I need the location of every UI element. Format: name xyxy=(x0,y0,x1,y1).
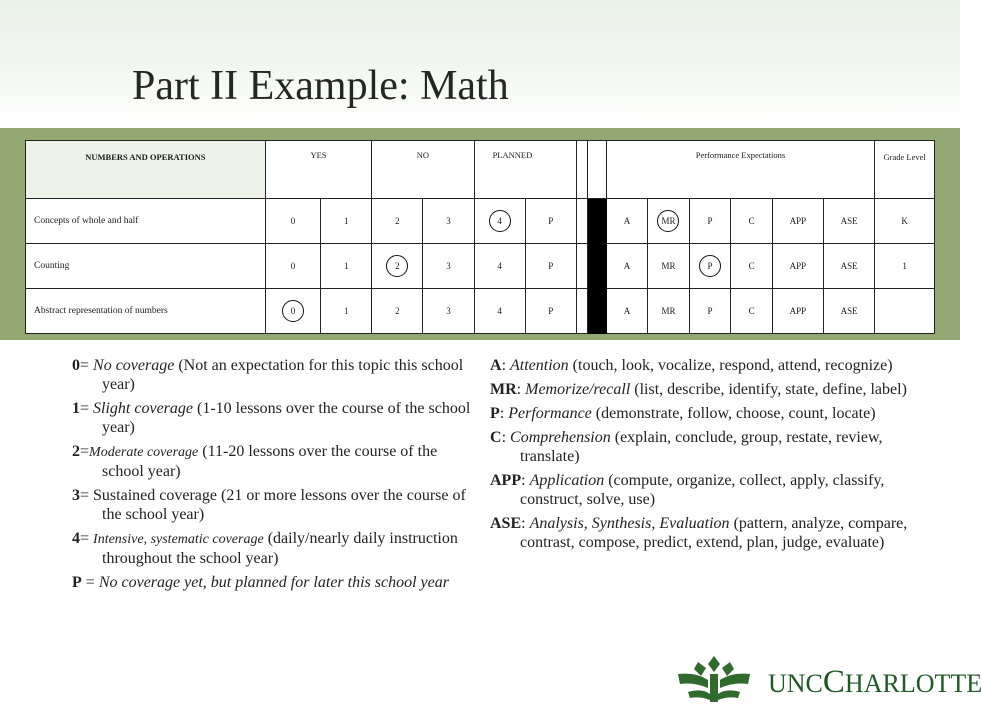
row-separator xyxy=(576,289,587,334)
legend-term: Attention xyxy=(510,357,569,374)
performance-option-a[interactable] xyxy=(606,199,648,244)
logo-harlotte: HARLOTTE xyxy=(844,669,982,698)
legend-item xyxy=(490,514,910,552)
coverage-option-P[interactable] xyxy=(525,199,576,244)
legend-description: (explain, conclude, group, restate, review, translate) xyxy=(520,429,883,465)
slide-title: Part II Example: Math xyxy=(132,63,509,109)
legend-term: Application xyxy=(529,472,605,489)
performance-option-p[interactable] xyxy=(689,244,731,289)
legend-term: Moderate coverage xyxy=(89,445,199,460)
performance-option-label: A xyxy=(623,306,631,316)
performance-option-ase[interactable] xyxy=(824,199,875,244)
performance-option-label: ASE xyxy=(840,216,858,226)
crown-emblem-icon xyxy=(668,654,760,704)
coverage-legend xyxy=(72,356,472,597)
performance-option-a[interactable] xyxy=(606,244,648,289)
legend-term: No coverage xyxy=(93,357,175,374)
row-separator xyxy=(576,199,587,244)
coverage-option-0[interactable] xyxy=(265,289,320,334)
legend-description: (1-10 lessons over the course of the school year) xyxy=(102,400,471,436)
performance-option-a[interactable] xyxy=(606,289,648,334)
coverage-option-4[interactable] xyxy=(474,199,525,244)
coverage-option-label: 0 xyxy=(290,261,296,271)
legend-separator: : xyxy=(521,515,530,532)
performance-option-label: P xyxy=(707,306,713,316)
legend-term: Intensive, systematic coverage xyxy=(93,532,264,547)
coverage-option-label: 3 xyxy=(446,306,451,316)
table-header-row xyxy=(26,141,935,199)
legend-separator: = xyxy=(80,487,94,504)
performance-option-label: P xyxy=(707,216,713,226)
legend-description: Sustained coverage (21 or more lessons over the course of the school year) xyxy=(93,487,466,523)
performance-legend xyxy=(490,356,910,557)
coverage-option-1[interactable] xyxy=(321,244,372,289)
coverage-option-label: 2 xyxy=(395,216,400,226)
coverage-option-0[interactable] xyxy=(265,244,320,289)
row-topic: Counting xyxy=(26,244,266,289)
performance-option-app[interactable] xyxy=(772,199,823,244)
legend-key: MR xyxy=(490,381,517,398)
table-row xyxy=(26,244,935,289)
coverage-option-label: P xyxy=(548,306,554,316)
divider-column xyxy=(587,199,606,244)
legend-description: (compute, organize, collect, apply, classify, construct, solve, use) xyxy=(520,472,885,508)
performance-option-c[interactable] xyxy=(731,244,773,289)
legend-term: No coverage yet, but planned for later this school year xyxy=(98,574,449,591)
legend-key: 4 xyxy=(72,530,80,547)
legend-key: P xyxy=(490,405,500,422)
coverage-option-P[interactable] xyxy=(525,289,576,334)
header-planned: PLANNED xyxy=(474,141,576,199)
legend-description: (pattern, analyze, compare, contrast, compose, predict, extend, plan, judge, evaluate) xyxy=(520,515,908,551)
performance-option-app[interactable] xyxy=(772,244,823,289)
legend-item xyxy=(490,428,910,466)
performance-option-label: APP xyxy=(789,216,807,226)
legend-key: 1 xyxy=(72,400,80,417)
legend-key: ASE xyxy=(490,515,522,532)
legend-description: (touch, look, vocalize, respond, attend, recognize) xyxy=(568,357,893,374)
header-no: NO xyxy=(372,141,474,199)
performance-option-label: A xyxy=(623,216,631,226)
coverage-option-3[interactable] xyxy=(423,244,474,289)
legend-separator: : xyxy=(516,381,526,398)
performance-option-label: APP xyxy=(789,261,807,271)
legend-item xyxy=(490,380,910,399)
coverage-option-P[interactable] xyxy=(525,244,576,289)
legend-key: 3 xyxy=(72,487,80,504)
table-row xyxy=(26,199,935,244)
performance-option-c[interactable] xyxy=(731,289,773,334)
legend-key: 2 xyxy=(72,443,80,460)
legend-description: (list, describe, identify, state, define, label) xyxy=(630,381,907,398)
performance-option-ase[interactable] xyxy=(824,244,875,289)
performance-option-mr[interactable] xyxy=(648,199,690,244)
coverage-option-label: P xyxy=(548,261,554,271)
legend-item xyxy=(72,486,472,524)
legend-separator: : xyxy=(501,429,511,446)
legend-key: C xyxy=(490,429,502,446)
legend-item xyxy=(72,442,472,481)
legend-description: (Not an expectation for this topic this school year) xyxy=(102,357,464,393)
logo-unc: UNC xyxy=(768,669,823,698)
legend-key: A xyxy=(490,357,502,374)
performance-option-label: ASE xyxy=(840,261,858,271)
coverage-option-label: 4 xyxy=(497,306,502,316)
row-grade xyxy=(875,289,935,334)
table-row xyxy=(26,289,935,334)
legend-separator: : xyxy=(501,357,511,374)
coverage-option-1[interactable] xyxy=(321,199,372,244)
performance-option-label: C xyxy=(748,306,755,316)
performance-option-c[interactable] xyxy=(731,199,773,244)
legend-item xyxy=(490,471,910,509)
performance-option-p[interactable] xyxy=(689,199,731,244)
legend-separator: = xyxy=(80,443,90,460)
legend-separator: = xyxy=(80,357,94,374)
header-grade: Grade Level xyxy=(875,141,935,199)
legend-description: (daily/nearly daily instruction throughout the school year) xyxy=(102,530,458,567)
performance-option-label: C xyxy=(748,216,755,226)
coverage-option-3[interactable] xyxy=(423,199,474,244)
performance-option-label: MR xyxy=(661,261,676,271)
legend-key: P xyxy=(72,574,82,591)
coverage-option-4[interactable] xyxy=(474,244,525,289)
legend-key: 0 xyxy=(72,357,80,374)
coverage-option-label: 1 xyxy=(343,306,349,316)
performance-option-label: P xyxy=(699,255,721,277)
legend-item xyxy=(72,573,472,592)
coverage-option-label: 4 xyxy=(497,261,502,271)
coverage-option-2[interactable] xyxy=(372,244,423,289)
header-separator xyxy=(576,141,587,199)
legend-term: Slight coverage xyxy=(93,400,193,417)
legend-term: Comprehension xyxy=(510,429,611,446)
legend-description: (11-20 lessons over the course of the school year) xyxy=(102,443,438,480)
header-topic: NUMBERS AND OPERATIONS xyxy=(26,141,266,199)
header-blank xyxy=(587,141,606,199)
coverage-option-2[interactable] xyxy=(372,289,423,334)
coverage-option-label: 2 xyxy=(395,306,400,316)
row-separator xyxy=(576,244,587,289)
legend-separator: = xyxy=(81,574,99,591)
legend-item xyxy=(490,404,910,423)
row-topic: Abstract representation of numbers xyxy=(26,289,266,334)
coverage-table xyxy=(25,140,935,334)
row-grade: K xyxy=(875,199,935,244)
performance-option-label: MR xyxy=(657,210,679,232)
coverage-option-3[interactable] xyxy=(423,289,474,334)
coverage-option-label: 0 xyxy=(290,216,296,226)
legend-term: Memorize/recall xyxy=(525,381,631,398)
divider-column xyxy=(587,289,606,334)
coverage-option-label: 4 xyxy=(489,210,511,232)
legend-item xyxy=(72,356,472,394)
coverage-option-label: 0 xyxy=(282,300,304,322)
legend-term: Analysis, Synthesis, Evaluation xyxy=(529,515,730,532)
performance-option-ase[interactable] xyxy=(824,289,875,334)
legend-item xyxy=(72,399,472,437)
row-topic: Concepts of whole and half xyxy=(26,199,266,244)
coverage-option-4[interactable] xyxy=(474,289,525,334)
legend-term: Performance xyxy=(508,405,592,422)
performance-option-label: C xyxy=(748,261,755,271)
legend-key: APP xyxy=(490,472,522,489)
legend-separator: : xyxy=(499,405,509,422)
performance-option-label: ASE xyxy=(840,306,858,316)
coverage-option-label: 3 xyxy=(446,216,451,226)
unc-charlotte-logo xyxy=(668,654,982,704)
coverage-option-label: P xyxy=(548,216,554,226)
performance-option-app[interactable] xyxy=(772,289,823,334)
row-grade: 1 xyxy=(875,244,935,289)
legend-description: (demonstrate, follow, choose, count, locate) xyxy=(591,405,876,422)
divider-column xyxy=(587,244,606,289)
performance-option-label: A xyxy=(623,261,631,271)
coverage-option-label: 1 xyxy=(343,216,349,226)
performance-option-mr[interactable] xyxy=(648,289,690,334)
coverage-option-1[interactable] xyxy=(321,289,372,334)
performance-option-mr[interactable] xyxy=(648,244,690,289)
logo-c: C xyxy=(822,664,845,700)
coverage-option-2[interactable] xyxy=(372,199,423,244)
legend-separator: = xyxy=(80,400,94,417)
legend-separator: = xyxy=(80,530,94,547)
performance-option-p[interactable] xyxy=(689,289,731,334)
performance-option-label: MR xyxy=(661,306,676,316)
coverage-option-label: 3 xyxy=(446,261,451,271)
header-yes: YES xyxy=(265,141,372,199)
legend-separator: : xyxy=(521,472,530,489)
legend-item xyxy=(72,529,472,568)
legend-item xyxy=(490,356,910,375)
coverage-option-label: 2 xyxy=(386,255,408,277)
coverage-option-0[interactable] xyxy=(265,199,320,244)
header-performance: Performance Expectations xyxy=(606,141,875,199)
logo-wordmark xyxy=(768,664,982,701)
performance-option-label: APP xyxy=(789,306,807,316)
coverage-option-label: 1 xyxy=(343,261,349,271)
